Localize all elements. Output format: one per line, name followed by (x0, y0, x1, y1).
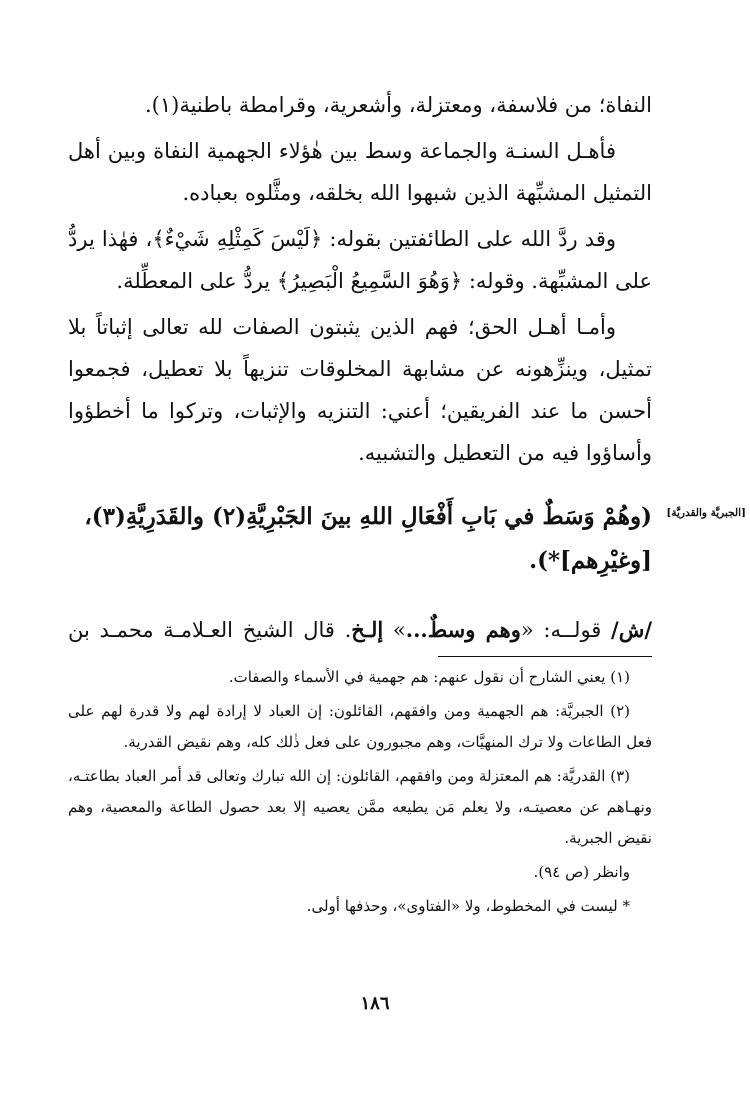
footnote-2: (٢) الجبريَّة: هم الجهمية ومن وافقهم، القائلون: إن العباد لا إرادة لهم ولا قدرة لهم على فعل الطاعات ولا ترك المنهيَّات، وهم مجبورون على فعل ذٰلك كله، وهم نقيض القدرية. (68, 702, 652, 751)
paragraph-4: وأمـا أهـل الحق؛ فهم الذين يثبتون الصفات لله تعالى إثباتاً بلا تمثيل، وينزِّهونه عن مشابهة المخلوقات تنزيهاً بلا تعطيل، فجمعوا أحسن ما عند الفريقين؛ أعني: التنزيه والإثبات، وتركوا ما أخطؤوا وأساؤوا فيه من التعطيل والتشبيه. (68, 315, 652, 465)
footnote-3: (٣) القدريَّة: هم المعتزلة ومن وافقهم، القائلون: إن الله تبارك وتعالى قد أمر العباد بطاعتـه، ونهـاهم عن معصيتـه، ولا يعلم مَن يطيعه ممَّن يعصيه إلا بعد حصول الطاعة والمعصية، وهم نقيض الجبرية. (68, 767, 652, 847)
sharh-line (68, 610, 652, 650)
paragraph-2: فأهـل السنـة والجماعة وسط بين هٰؤلاء الجهمية النفاة وبين أهل التمثيل المشبِّهة الذين شبهوا الله بخلقه، ومثَّلوه بعباده. (68, 139, 652, 205)
paragraph-1: النفاة؛ من فلاسفة، ومعتزلة، وأشعرية، وقرامطة باطنية(١). (144, 93, 652, 117)
sharh-close: » (383, 618, 406, 642)
sharh-lead: قولــه: « (520, 618, 612, 642)
footnote-see-also: وانظر (ص ٩٤). (533, 863, 630, 881)
paragraph-3: وقد ردَّ الله على الطائفتين بقوله: ﴿لَيْسَ كَمِثْلِهِ شَيْءٌ﴾، فهٰذا يردُّ على المشبِّهة. وقوله: ﴿وَهُوَ السَّمِيعُ الْبَصِيرُ﴾ يردُّ على المعطِّلة. (68, 227, 652, 293)
margin-heading: [الجبريَّة والقدريَّة] (666, 507, 746, 519)
footnote-star: * ليست في المخطوط، ولا «الفتاوى»، وحذفها أولى. (306, 897, 630, 915)
page-number: ١٨٦ (360, 993, 390, 1014)
sharh-quote: وهم وسطٌ... (405, 617, 521, 642)
sharh-ilakh: إلـخ (351, 617, 384, 642)
footnote-1: (١) يعني الشارح أن نقول عنهم: هم جهمية في الأسماء والصفات. (228, 668, 630, 686)
matn-text: (وهُمْ وَسَطٌ في بَابِ أَفْعَالِ اللهِ بينَ الجَبْرِيَّةِ(٢) والقَدَرِيَّةِ(٣)، [وغيْرِهم]*). (84, 503, 652, 574)
footnotes (68, 662, 652, 925)
main-text (68, 84, 652, 478)
footnote-divider (438, 656, 652, 657)
sharh-marker: /ش/ (611, 617, 653, 642)
sharh-rest: . قال الشيخ العـلامـة محمـد بن (68, 618, 352, 642)
